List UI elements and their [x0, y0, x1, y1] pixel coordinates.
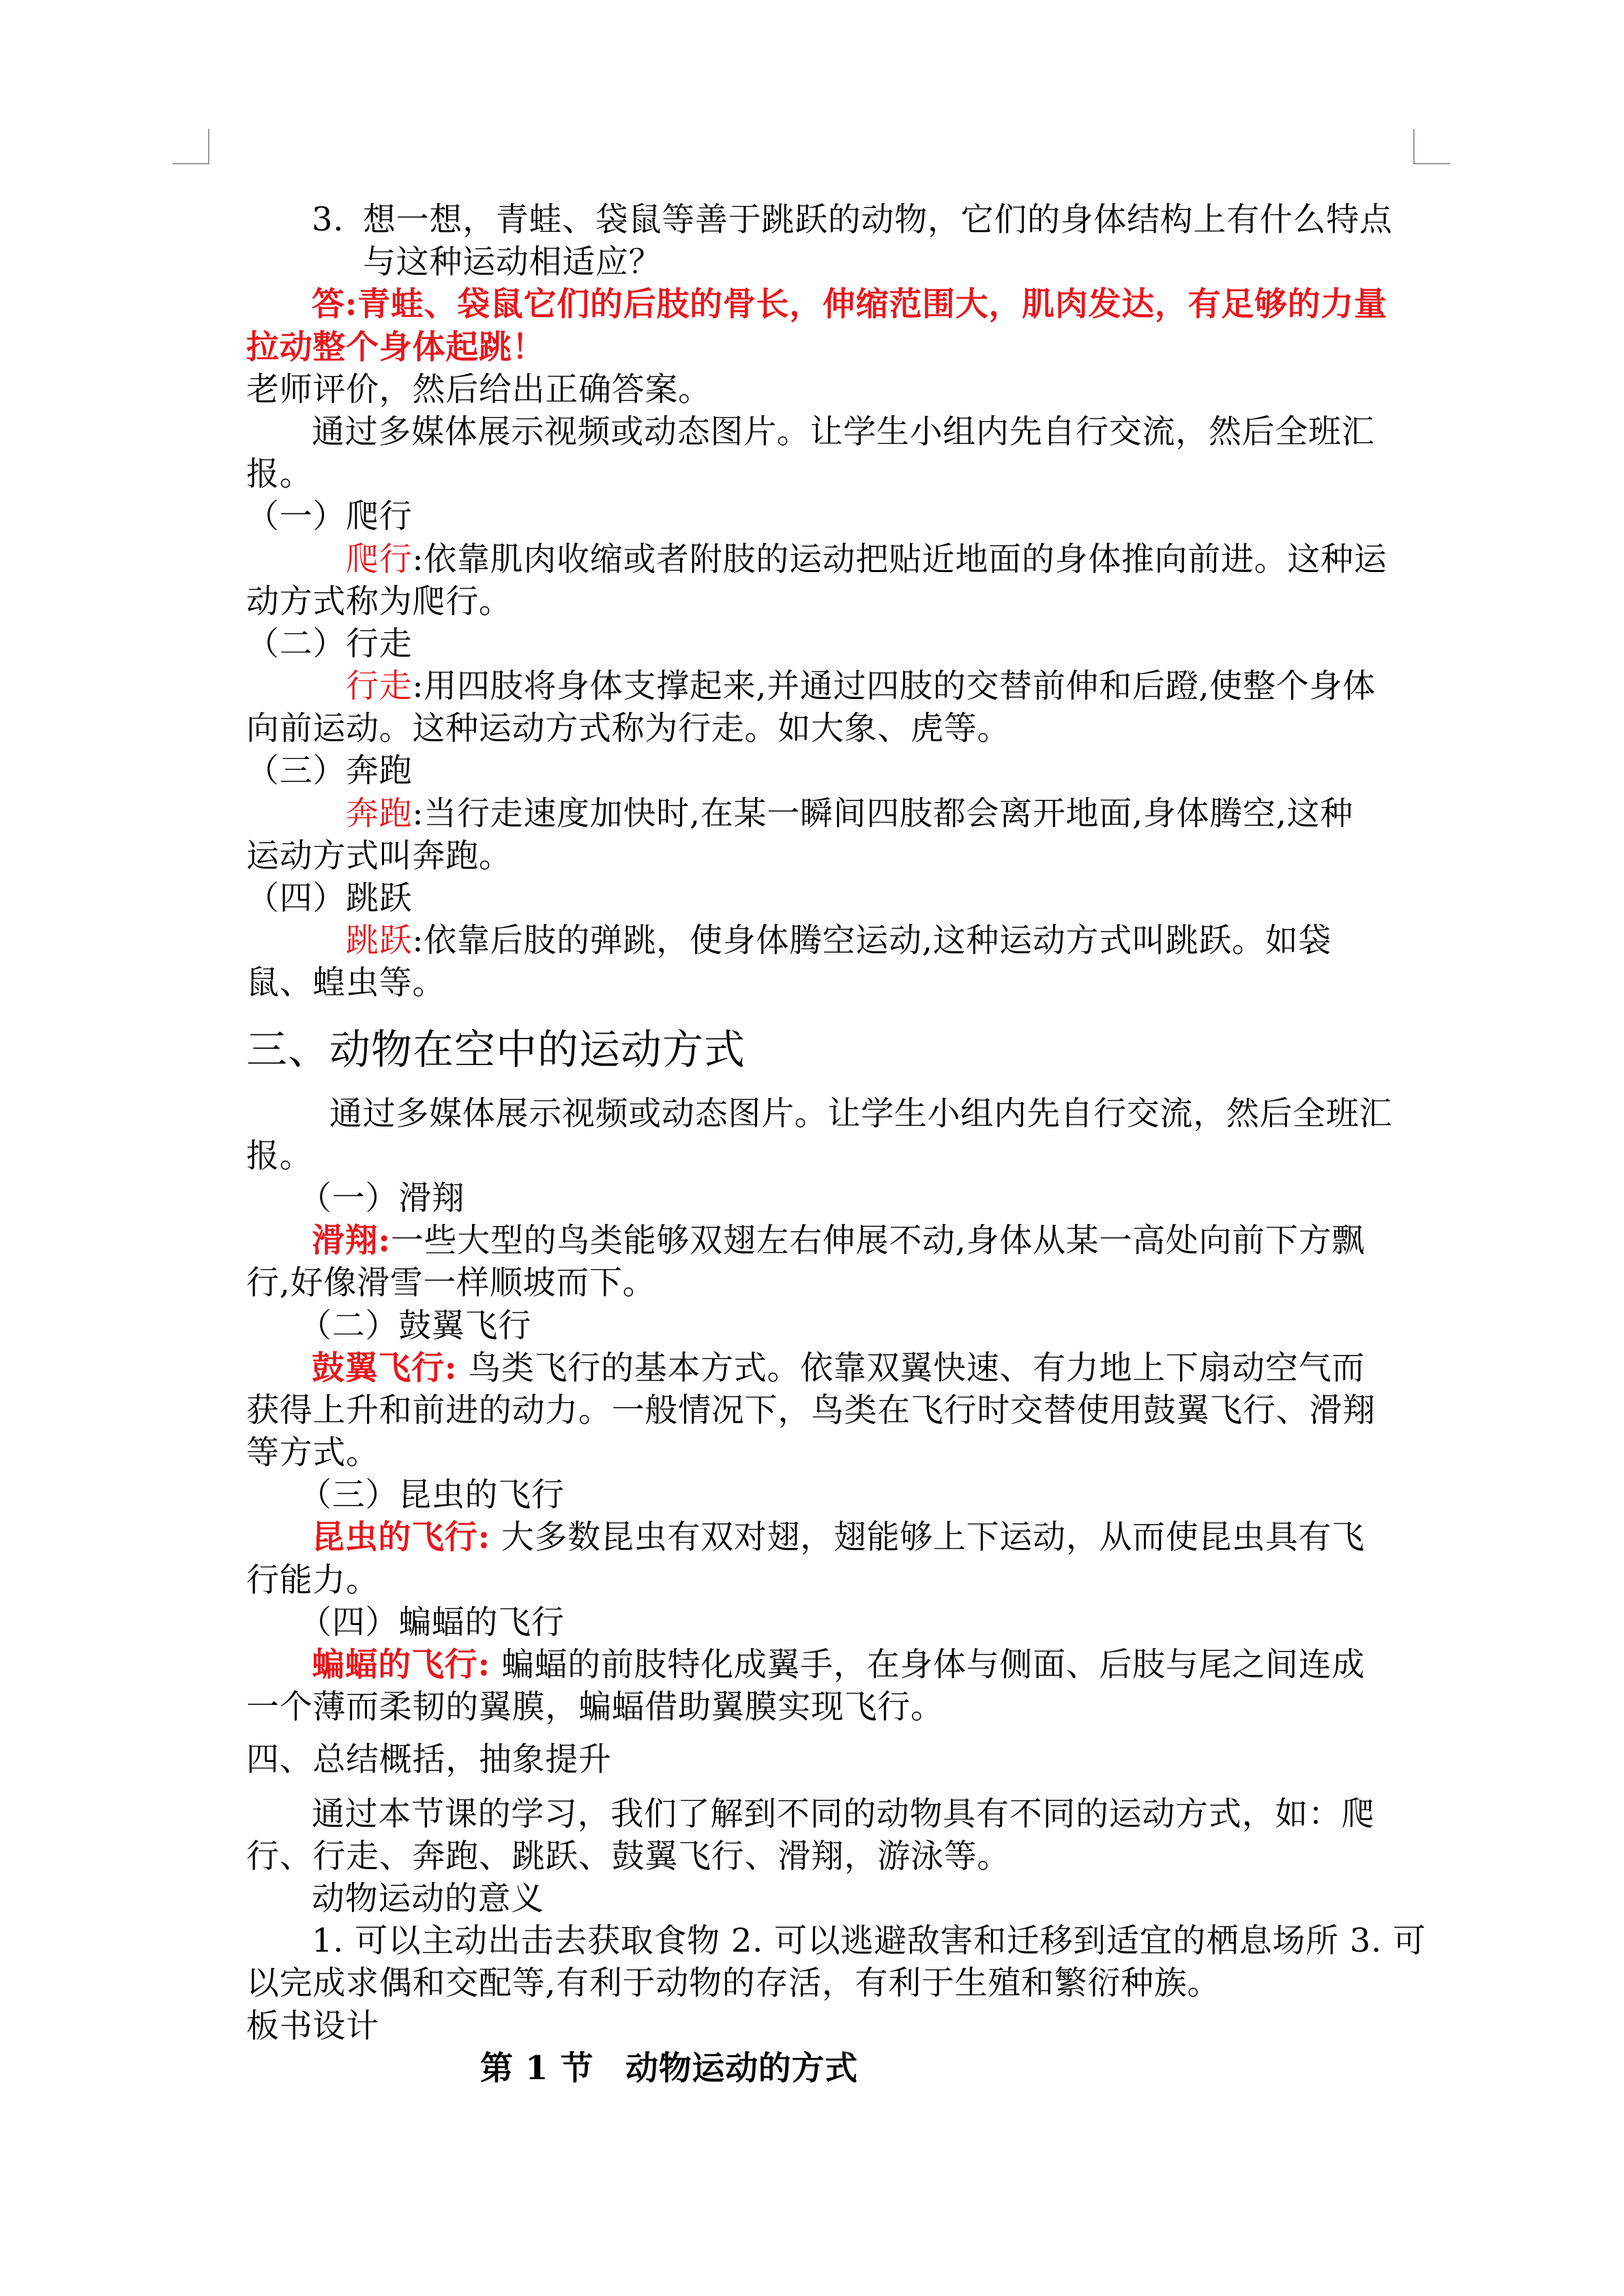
- air-item-heading-bat: （四）蝙蝠的飞行: [299, 1602, 565, 1641]
- definition-text: 鸟类飞行的基本方式。依靠双翼快速、有力地上下扇动空气而: [457, 1348, 1365, 1387]
- definition-text: :当行走速度加快时,在某一瞬间四肢都会离开地面,身体腾空,这种: [412, 794, 1354, 833]
- air-intro-line-2: 报。: [246, 1136, 313, 1175]
- board-design-title-row: [246, 2047, 1406, 2089]
- ground-item-definition-walk-cont: 向前运动。这种运动方式称为行走。如大象、虎等。: [246, 709, 1011, 748]
- ground-item-definition-run: [246, 792, 1406, 835]
- significance-title: 动物运动的意义: [312, 1879, 544, 1918]
- ground-item-heading-jump: （四）跳跃: [246, 879, 413, 917]
- air-item-definition-bat: [246, 1643, 1406, 1686]
- question-text: 想一想，青蛙、袋鼠等善于跳跃的动物，它们的身体结构上有什么特点: [363, 200, 1393, 239]
- ground-intro-line-2: 报。: [246, 455, 313, 494]
- definition-text: 蝙蝠的前肢特化成翼手，在身体与侧面、后肢与尾之间连成: [490, 1645, 1365, 1684]
- summary-line-2: 行、行走、奔跑、跳跃、鼓翼飞行、滑翔，游泳等。: [246, 1836, 1011, 1875]
- ground-item-heading-crawl: （一）爬行: [246, 497, 413, 536]
- air-item-definition-bat-cont: 一个薄而柔韧的翼膜，蝙蝠借助翼膜实现飞行。: [246, 1688, 944, 1727]
- significance-line-1: 1. 可以主动出击去获取食物 2. 可以逃避敌害和迁移到适宜的栖息场所 3. 可: [312, 1922, 1426, 1960]
- section-heading-summary: 四、总结概括，抽象提升: [246, 1740, 612, 1779]
- term-label: 爬行: [346, 539, 413, 578]
- question-3-line-2: 与这种运动相适应？: [363, 243, 662, 282]
- air-item-heading-glide: （一）滑翔: [299, 1178, 465, 1217]
- air-item-definition-insect: [246, 1516, 1406, 1558]
- summary-line-1: 通过本节课的学习，我们了解到不同的动物具有不同的运动方式，如：爬: [312, 1794, 1375, 1833]
- board-design-label: 板书设计: [246, 2006, 379, 2045]
- question-3-line-1: [246, 198, 1406, 241]
- ground-item-definition-walk: [246, 665, 1406, 707]
- air-item-definition-insect-cont: 行能力。: [246, 1560, 379, 1599]
- air-item-definition-flap-cont-2: 等方式。: [246, 1433, 379, 1472]
- question-number: 3.: [312, 200, 344, 239]
- definition-text: :用四肢将身体支撑起来,并通过四肢的交替前伸和后蹬,使整个身体: [412, 667, 1376, 706]
- term-label: 滑翔:: [312, 1221, 391, 1260]
- definition-text: :依靠后肢的弹跳，使身体腾空运动,这种运动方式叫跳跃。如袋: [412, 921, 1332, 960]
- definition-text: :依靠肌肉收缩或者附肢的运动把贴近地面的身体推向前进。这种运: [412, 539, 1387, 578]
- ground-intro-line-1: 通过多媒体展示视频或动态图片。让学生小组内先自行交流，然后全班汇: [312, 412, 1375, 451]
- air-item-heading-insect: （三）昆虫的飞行: [299, 1476, 565, 1515]
- ground-item-definition-run-cont: 运动方式叫奔跑。: [246, 836, 512, 875]
- ground-item-definition-jump: [246, 919, 1406, 961]
- ground-item-definition-jump-cont: 鼠、蝗虫等。: [246, 964, 446, 1002]
- crop-mark-top-left-vertical: [208, 129, 209, 164]
- significance-line-2: 以完成求偶和交配等,有利于动物的存活，有利于生殖和繁衍种族。: [246, 1964, 1221, 2003]
- term-label: 蝙蝠的飞行:: [312, 1645, 490, 1684]
- ground-item-definition-crawl: [246, 538, 1406, 580]
- ground-item-heading-run: （三）奔跑: [246, 751, 413, 790]
- term-label: 鼓翼飞行:: [312, 1348, 458, 1387]
- teacher-note: 老师评价，然后给出正确答案。: [246, 370, 711, 408]
- ground-item-heading-walk: （二）行走: [246, 624, 413, 663]
- term-label: 跳跃: [346, 921, 413, 960]
- board-section-number: 第 1 节: [480, 2048, 594, 2087]
- crop-mark-top-left-horizontal: [173, 163, 209, 164]
- air-item-definition-flap: [246, 1347, 1406, 1389]
- crop-mark-top-right-vertical: [1413, 129, 1415, 164]
- ground-item-definition-crawl-cont: 动方式称为爬行。: [246, 582, 512, 621]
- term-label: 昆虫的飞行:: [312, 1518, 490, 1557]
- answer-line-1: 答:青蛙、袋鼠它们的后肢的骨长，伸缩范围大，肌肉发达，有足够的力量: [312, 285, 1387, 324]
- air-item-definition-flap-cont-1: 获得上升和前进的动力。一般情况下，鸟类在飞行时交替使用鼓翼飞行、滑翔: [246, 1390, 1376, 1429]
- crop-mark-top-right-horizontal: [1413, 163, 1450, 164]
- definition-text: 大多数昆虫有双对翅，翅能够上下运动，从而使昆虫具有飞: [490, 1518, 1365, 1557]
- air-intro-line-1: 通过多媒体展示视频或动态图片。让学生小组内先自行交流，然后全班汇: [329, 1094, 1393, 1133]
- air-item-definition-glide-cont: 行,好像滑雪一样顺坡而下。: [246, 1264, 656, 1302]
- definition-text: 一些大型的鸟类能够双翅左右伸展不动,身体从某一高处向前下方飘: [390, 1221, 1365, 1260]
- air-item-definition-glide: [246, 1219, 1406, 1262]
- term-label: 行走: [346, 667, 413, 706]
- term-label: 奔跑: [346, 794, 413, 833]
- air-item-heading-flap: （二）鼓翼飞行: [299, 1306, 531, 1345]
- document-page: [246, 198, 1426, 2089]
- board-lesson-title: 动物运动的方式: [625, 2048, 858, 2087]
- section-heading-air: 三、动物在空中的运动方式: [246, 1026, 745, 1074]
- answer-line-2: 拉动整个身体起跳！: [246, 327, 546, 366]
